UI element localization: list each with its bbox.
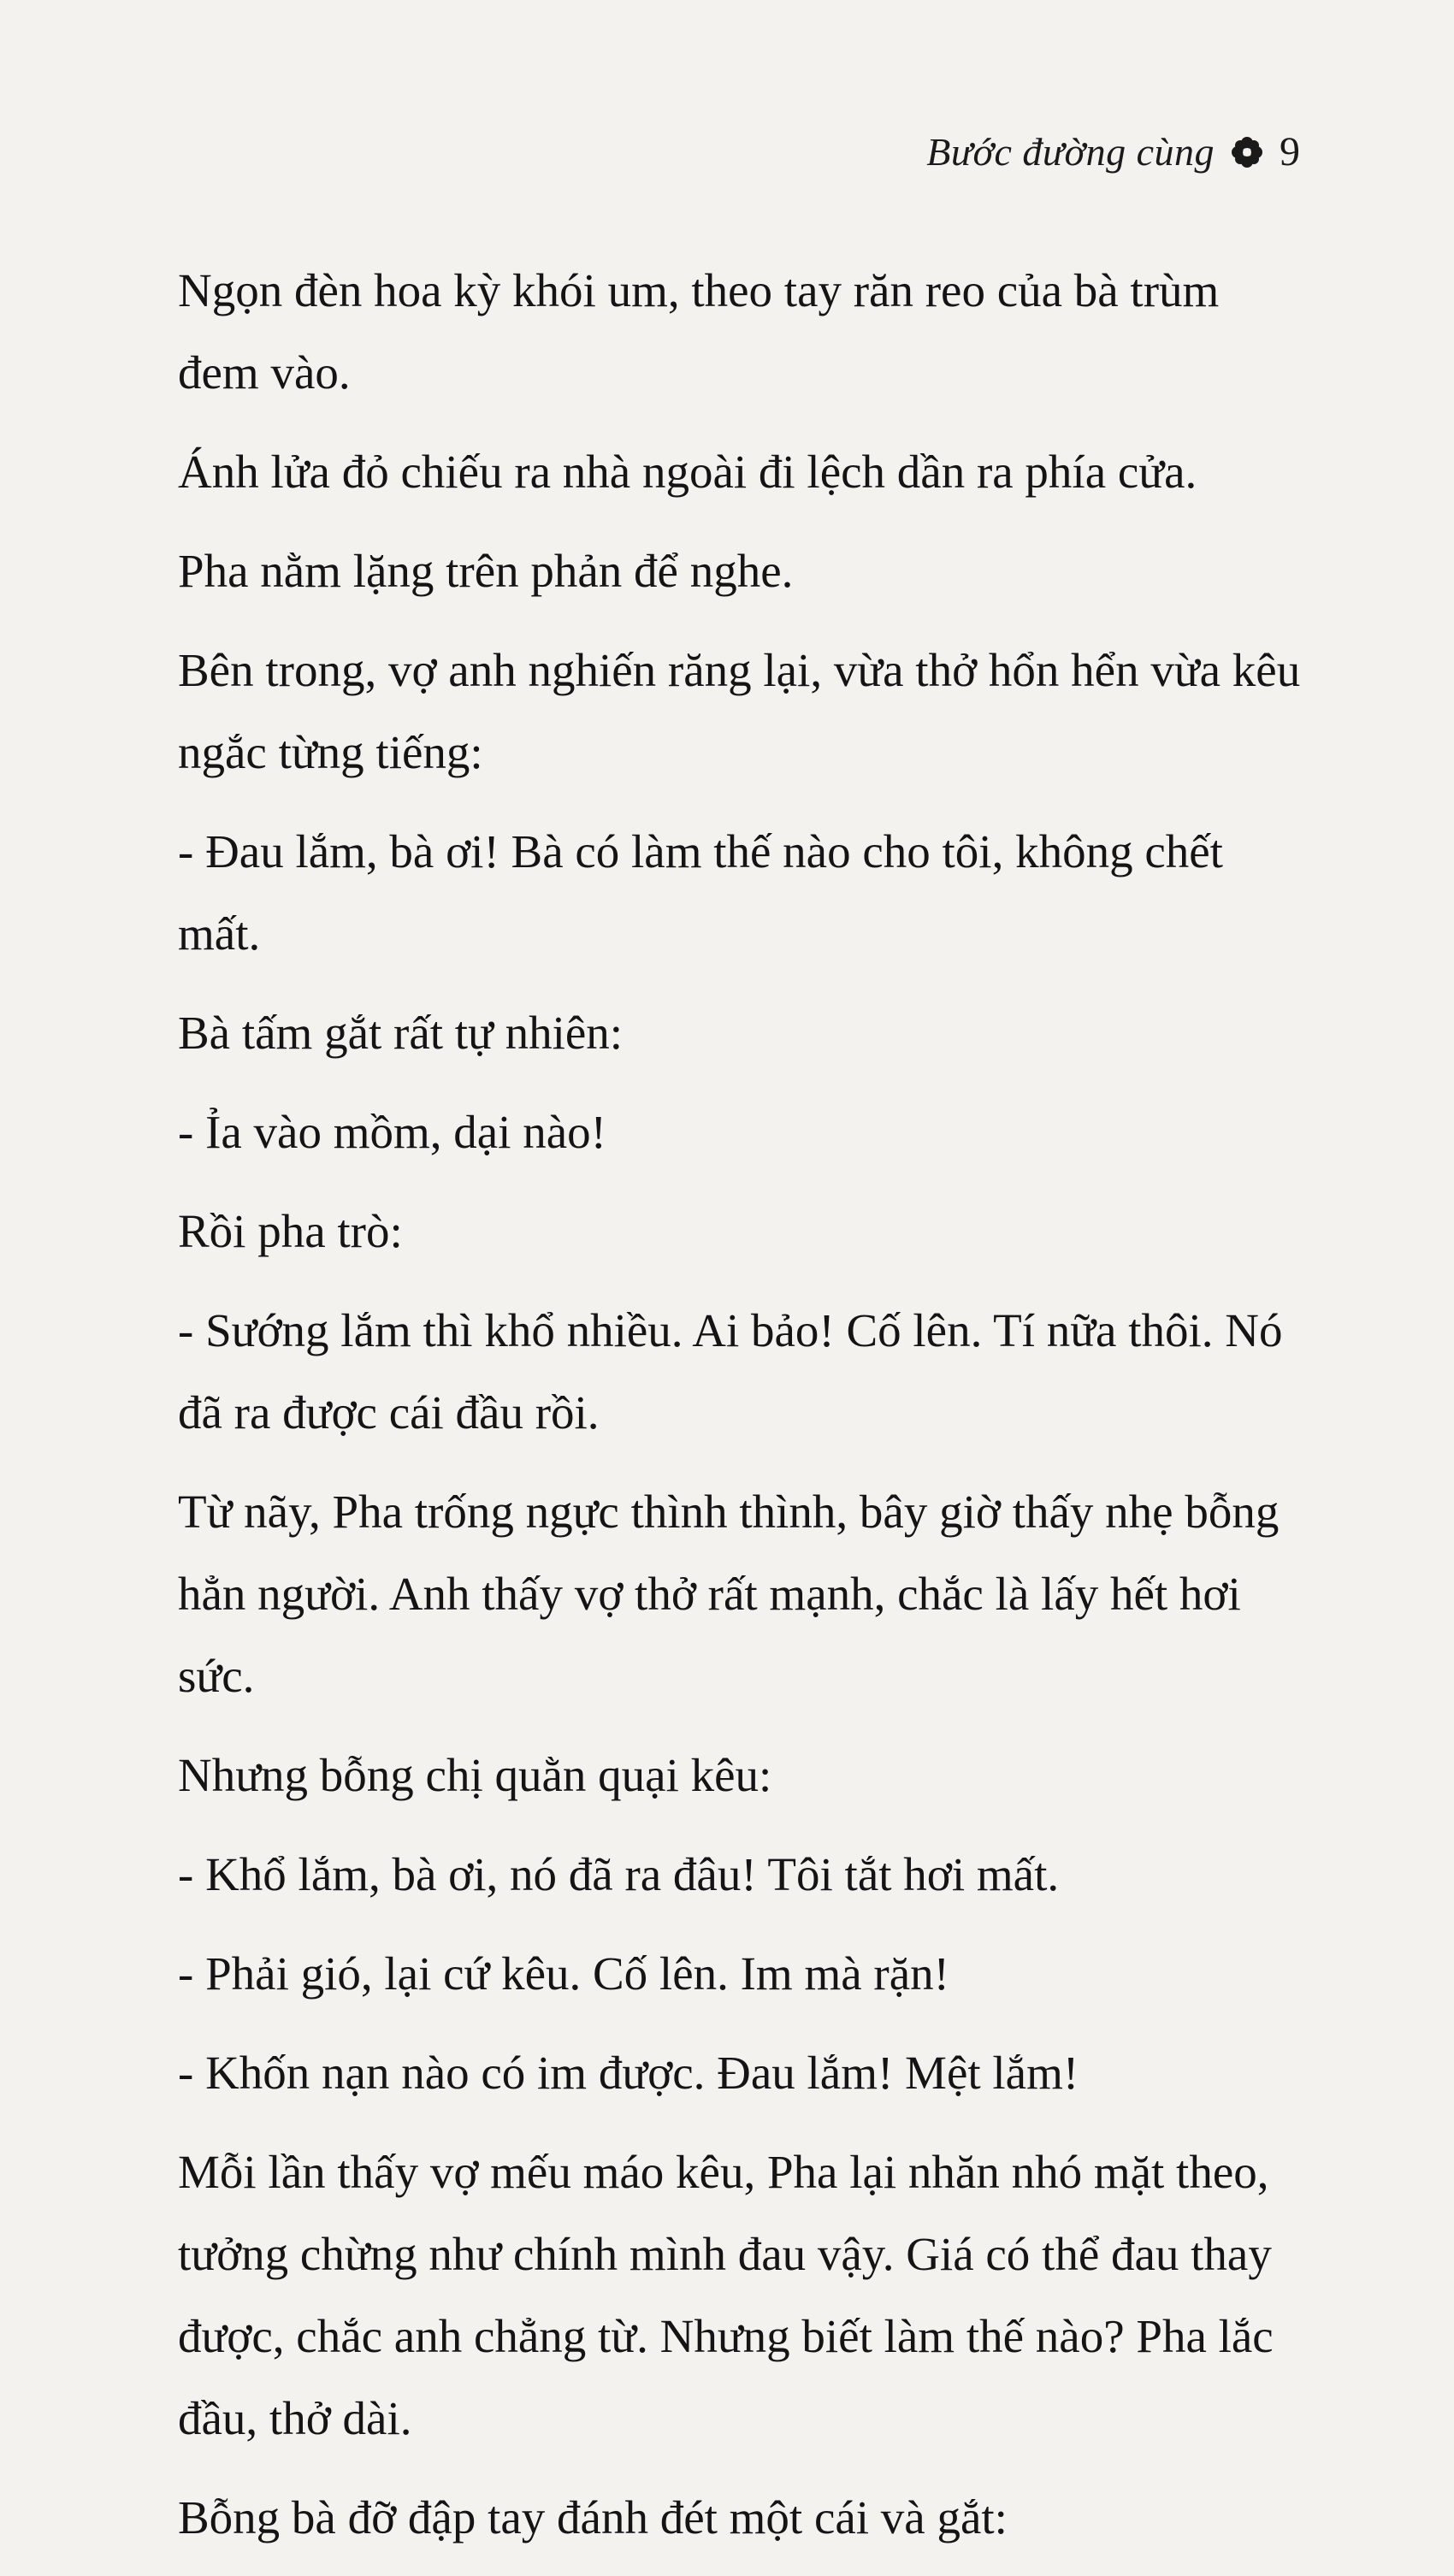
page-number: 9 — [1280, 129, 1300, 174]
paragraph: Ngọn đèn hoa kỳ khói um, theo tay răn reo của bà trùm đem vào. — [178, 264, 1220, 399]
paragraph: - Khổ lắm, bà ơi, nó đã ra đâu! Tôi tắt hơi mất. — [178, 1848, 1060, 1900]
paragraph: Mỗi lần thấy vợ mếu máo kêu, Pha lại nhăn nhó mặt theo, tưởng chừng như chính mình đau vậy. Giá có thể đau thay được, chắc anh chẳng từ. Nhưng biết làm thế nào? Pha lắc đầu, thở dài. — [178, 2146, 1274, 2444]
paragraph: Nhưng bỗng chị quằn quại kêu: — [178, 1749, 772, 1801]
paragraph: Bà tấm gắt rất tự nhiên: — [178, 1007, 624, 1059]
paragraph: Rồi pha trò: — [178, 1205, 403, 1257]
flower-ornament-icon — [1230, 135, 1264, 169]
paragraph: - Đau lắm, bà ơi! Bà có làm thế nào cho tôi, không chết mất. — [178, 825, 1223, 960]
paragraph: - Khốn nạn nào có im được. Đau lắm! Mệt lắm! — [178, 2047, 1079, 2099]
paragraph: Bên trong, vợ anh nghiến răng lại, vừa thở hổn hển vừa kêu ngắc từng tiếng: — [178, 644, 1301, 778]
body-text — [178, 250, 1307, 2576]
paragraph: Pha nằm lặng trên phản để nghe. — [178, 545, 794, 597]
paragraph: - Phải gió, lại cứ kêu. Cố lên. Im mà rặn! — [178, 1947, 949, 2000]
paragraph: - Sướng lắm thì khổ nhiều. Ai bảo! Cố lên. Tí nữa thôi. Nó đã ra được cái đầu rồi. — [178, 1304, 1283, 1439]
paragraph: Ánh lửa đỏ chiếu ra nhà ngoài đi lệch dần ra phía cửa. — [178, 446, 1197, 498]
paragraph: Từ nãy, Pha trống ngực thình thình, bây giờ thấy nhẹ bỗng hẳn người. Anh thấy vợ thở rất mạnh, chắc là lấy hết hơi sức. — [178, 1486, 1280, 1702]
paragraph: Bỗng bà đỡ đập tay đánh đét một cái và gắt: — [178, 2491, 1008, 2544]
paragraph: - Ỉa vào mồm, dại nào! — [178, 1106, 606, 1158]
running-head — [926, 128, 1300, 175]
chapter-title: Bước đường cùng — [926, 130, 1215, 174]
